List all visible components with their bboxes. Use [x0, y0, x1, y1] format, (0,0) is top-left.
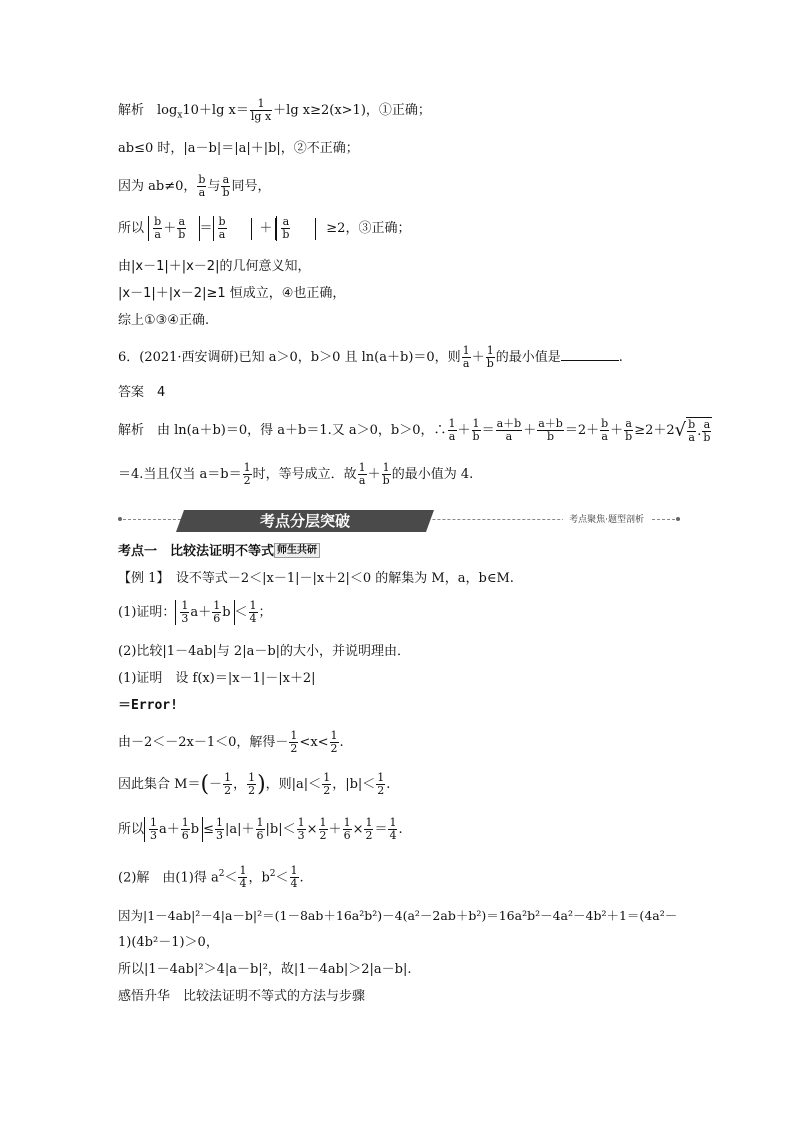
absolute-value: [276, 216, 315, 241]
numerator: 1: [323, 771, 331, 784]
answer-line: 答案 4: [118, 385, 166, 400]
numerator: 1: [377, 771, 385, 784]
text: (2)解 由(1)得 a: [118, 870, 219, 886]
text: 同号，: [231, 179, 271, 194]
denominator: 2: [248, 784, 256, 797]
denominator: b: [178, 228, 186, 241]
text: 因为 ab≠0，: [118, 179, 197, 194]
numerator: a: [625, 417, 632, 430]
denominator: 2: [319, 829, 327, 842]
numerator: 1: [181, 599, 189, 612]
proof-1-error: ＝Error!: [118, 698, 178, 713]
text: .: [386, 777, 391, 792]
denominator: 3: [216, 829, 224, 842]
absolute-value: [315, 218, 326, 240]
text: ；: [258, 605, 272, 620]
text: ＋: [163, 221, 177, 236]
denominator: 3: [297, 829, 305, 842]
numerator: a＋b: [538, 417, 563, 430]
denominator: 3: [181, 612, 189, 625]
text: ，: [233, 777, 247, 792]
question-6: [118, 345, 623, 370]
text: .: [618, 350, 623, 365]
numerator: a: [178, 215, 186, 228]
fraction: [153, 216, 162, 241]
fraction: [215, 817, 224, 842]
fraction: [197, 174, 206, 199]
numerator: 1: [297, 816, 305, 829]
text: 解析 log: [118, 103, 178, 118]
proof-1-line-1: (1)证明 设 f(x)＝|x－1|－|x＋2|: [118, 671, 316, 686]
fraction: [177, 216, 186, 241]
text: 由－2＜－2x－1＜0，解得－: [118, 735, 289, 750]
denominator: 2: [365, 829, 373, 842]
text: ＋: [259, 220, 273, 236]
fraction: [330, 730, 339, 755]
numerator: 1: [290, 729, 298, 742]
denominator: b: [382, 474, 390, 487]
text: 2: [269, 869, 276, 879]
numerator: b: [198, 173, 206, 186]
numerator: 1: [248, 771, 256, 784]
solution-2-line-1: [118, 865, 304, 890]
numerator: a＋b: [496, 417, 522, 430]
text: 的最小值为 4.: [391, 467, 474, 482]
denominator: 3: [150, 829, 158, 842]
insight-heading: 感悟升华 比较法证明不等式的方法与步骤: [118, 989, 366, 1004]
fraction: [319, 817, 328, 842]
text: 所以: [118, 822, 145, 837]
numerator: 1: [290, 864, 298, 878]
denominator: 2: [323, 784, 331, 797]
numerator: 1: [216, 816, 224, 829]
text: ，b: [248, 870, 270, 886]
numerator: 1: [358, 461, 366, 474]
numerator: 1: [382, 461, 390, 474]
denominator: a: [505, 430, 513, 443]
denominator: lg x: [250, 110, 272, 123]
solution-2-line-4: 所以|1－4ab|²＞4|a－b|²，故|1－4ab|＞2|a－b|.: [118, 962, 412, 977]
denominator: b: [625, 430, 633, 443]
numerator: b: [154, 215, 162, 228]
numerator: b: [688, 418, 696, 431]
fraction: [462, 345, 471, 370]
text: a: [190, 605, 199, 620]
text: ≤: [203, 822, 215, 837]
fraction: [624, 418, 633, 443]
fraction: [382, 462, 391, 487]
numerator: 1: [150, 816, 158, 829]
numerator: 1: [181, 816, 189, 829]
text: ＋: [367, 467, 381, 482]
text: <x<: [299, 735, 329, 750]
numerator: 1: [365, 816, 373, 829]
solution-2-line-3: 1)(4b²－1)＞0，: [118, 935, 219, 950]
fraction: [388, 817, 397, 842]
text: |a|＋: [225, 822, 255, 837]
text: ＋: [166, 822, 180, 837]
fraction: [247, 772, 256, 797]
numerator: 1: [389, 816, 397, 829]
text: 2: [218, 869, 225, 879]
text: 与: [207, 179, 221, 194]
fraction: [702, 419, 711, 444]
fraction: [496, 418, 523, 443]
banner-title: 考点分层突破: [259, 512, 350, 530]
example-1-part-1: [118, 600, 272, 625]
numerator: 1: [239, 864, 247, 878]
heading-text: 考点一 比较法证明不等式: [118, 544, 275, 559]
example-1-part-2: (2)比较|1－4ab|与 2|a－b|的大小，并说明理由．: [118, 644, 411, 659]
numerator: 1: [343, 816, 351, 829]
fraction: [243, 462, 252, 487]
text: 所以: [118, 221, 145, 236]
denominator: 2: [224, 784, 232, 797]
text: x: [177, 110, 183, 121]
text: ＝4.当且仅当 a＝b＝: [118, 467, 242, 482]
text: 的最小值是: [495, 350, 561, 365]
absolute-value: [251, 218, 276, 240]
solution-line-5: 由|x－1|＋|x－2|的几何意义知，: [118, 259, 311, 274]
denominator: b: [703, 431, 711, 444]
fraction: [256, 817, 265, 842]
text: 因此集合 M＝: [118, 777, 201, 792]
proof-1-line-5: [118, 817, 403, 842]
solution-line-4: [118, 216, 410, 241]
numerator: b: [601, 417, 609, 430]
fraction: [281, 216, 290, 241]
denominator: a: [462, 357, 470, 370]
fraction: [364, 817, 373, 842]
square-root: √ $\frac{b}{a}$ . $\frac{a}{b}$: [674, 418, 711, 444]
text: ×: [306, 822, 318, 837]
fraction: [249, 600, 258, 625]
fraction: [289, 730, 298, 755]
fraction: [180, 600, 189, 625]
denominator: a: [218, 228, 226, 241]
banner-subtitle: 考点聚焦·题型剖析: [563, 512, 650, 528]
absolute-value: [148, 216, 199, 241]
denominator: 6: [256, 829, 264, 842]
denominator: a: [601, 430, 608, 443]
denominator: 2: [330, 742, 338, 755]
text: .: [697, 424, 702, 439]
solution-line-1: [118, 98, 431, 125]
fraction: [297, 817, 306, 842]
text: ＋: [198, 605, 212, 620]
solution-line-3: [118, 174, 271, 199]
fraction: [343, 817, 352, 842]
text: ×: [352, 822, 364, 837]
numerator: 1: [250, 98, 272, 111]
numerator: 1: [448, 417, 456, 430]
denominator: a: [154, 228, 161, 241]
text: ，则|a|＜: [265, 777, 322, 792]
numerator: 1: [256, 816, 264, 829]
fraction: [486, 345, 495, 370]
section-tag: 师生共研: [274, 543, 320, 558]
section-heading: [118, 543, 320, 561]
text: ＝2＋: [564, 423, 600, 438]
fraction: [221, 174, 230, 199]
fraction: [149, 817, 158, 842]
numerator: 1: [224, 771, 232, 784]
fraction: [537, 418, 564, 443]
text: ＜: [275, 870, 289, 886]
denominator: b: [472, 430, 480, 443]
solution-6-line-2: [118, 462, 473, 487]
denominator: 4: [249, 612, 257, 625]
denominator: 4: [239, 877, 247, 891]
section-banner: [118, 510, 680, 530]
solution-line-7: 综上①③④正确.: [118, 313, 210, 328]
numerator: a: [282, 215, 290, 228]
text: 6．(2021·西安调研)已知 a＞0，b＞0 且 ln(a＋b)＝0，则: [118, 350, 461, 365]
text: ＋: [523, 423, 537, 438]
solution-line-6: |x－1|＋|x－2|≥1 恒成立，④也正确，: [118, 286, 346, 301]
numerator: 1: [462, 344, 470, 357]
text: ＜: [224, 870, 238, 886]
denominator: b: [547, 430, 555, 443]
numerator: 1: [486, 344, 494, 357]
fraction: [238, 865, 247, 890]
solution-line-2: ab≤0 时，|a－b|＝|a|＋|b|，②不正确；: [118, 141, 359, 156]
denominator: 2: [377, 784, 385, 797]
denominator: 6: [181, 829, 189, 842]
denominator: 4: [290, 877, 298, 891]
denominator: a: [358, 474, 366, 487]
text: .: [339, 735, 344, 750]
numerator: 1: [330, 729, 338, 742]
text: ＝: [199, 221, 213, 236]
text: ＜: [234, 605, 248, 620]
fraction: [322, 772, 331, 797]
absolute-value: [144, 817, 203, 842]
text: ，|b|＜: [332, 777, 376, 792]
denominator: 6: [343, 829, 351, 842]
fraction: [181, 817, 190, 842]
denominator: a: [688, 431, 695, 444]
numerator: b: [218, 215, 226, 228]
denominator: a: [448, 430, 456, 443]
denominator: 6: [213, 612, 221, 625]
text: ＋lg x≥2(x>1)，①正确；: [273, 103, 431, 118]
fraction: [600, 418, 609, 443]
fraction: [218, 216, 227, 241]
text: 时，等号成立．故: [252, 467, 357, 482]
denominator: 4: [389, 829, 397, 842]
example-1-stem: 【例 1】 设不等式－2＜|x－1|－|x＋2|＜0 的解集为 M，a，b∈M.: [118, 571, 514, 586]
text: ＋: [328, 822, 342, 837]
text: 解析 由 ln(a＋b)＝0，得 a＋b＝1.又 a＞0，b＞0，∴: [118, 423, 447, 438]
text: |b|＜: [265, 822, 296, 837]
fraction: [250, 98, 272, 123]
numerator: 1: [472, 417, 480, 430]
numerator: a: [222, 173, 230, 186]
denominator: 2: [243, 474, 251, 487]
text: (1)证明：: [118, 605, 176, 620]
text: ＝: [374, 822, 388, 837]
fraction: [290, 865, 299, 890]
denominator: b: [282, 228, 290, 241]
solution-2-line-2: 因为|1－4ab|²－4|a－b|²＝(1－8ab＋16a²b²)－4(a²－2ab＋b²)＝16a²b²－4a²－4b²＋1＝(4a²－: [118, 908, 678, 923]
fraction: [212, 600, 221, 625]
denominator: b: [222, 186, 230, 199]
text: ＋: [457, 423, 471, 438]
proof-1-line-4: 因此集合 M＝(－ $\frac{1}{2}$ ， $\frac{1}{2}$ )，则|a|＜ $\frac{1}{2}$ ，|b|＜ $\frac{1}{2}$ .: [118, 771, 391, 797]
fraction: [687, 419, 696, 444]
numerator: 1: [243, 461, 251, 474]
text: ≥2＋2: [634, 423, 675, 438]
text: a: [159, 822, 167, 837]
fraction: [223, 772, 232, 797]
text: ≥2，③正确；: [326, 221, 411, 236]
text: ＋: [610, 423, 624, 438]
proof-1-line-3: [118, 730, 344, 755]
numerator: 1: [319, 816, 327, 829]
text: 10＋lg x＝: [182, 103, 249, 118]
absolute-value: [213, 216, 252, 241]
fraction: [472, 418, 481, 443]
text: ＝: [481, 423, 495, 438]
denominator: b: [486, 357, 494, 370]
fraction: [358, 462, 367, 487]
solution-6-line-1: [118, 417, 712, 444]
fraction: [376, 772, 385, 797]
denominator: a: [198, 186, 206, 199]
text: ＋: [471, 350, 485, 365]
numerator: 1: [249, 599, 257, 612]
numerator: 1: [213, 599, 221, 612]
text: b: [222, 605, 231, 620]
answer-blank[interactable]: [561, 348, 619, 361]
denominator: 2: [290, 742, 298, 755]
absolute-value: [175, 600, 234, 625]
numerator: a: [703, 418, 711, 431]
text: .: [398, 822, 403, 837]
fraction: [448, 418, 457, 443]
text: b: [190, 822, 200, 837]
text: .: [299, 870, 304, 886]
